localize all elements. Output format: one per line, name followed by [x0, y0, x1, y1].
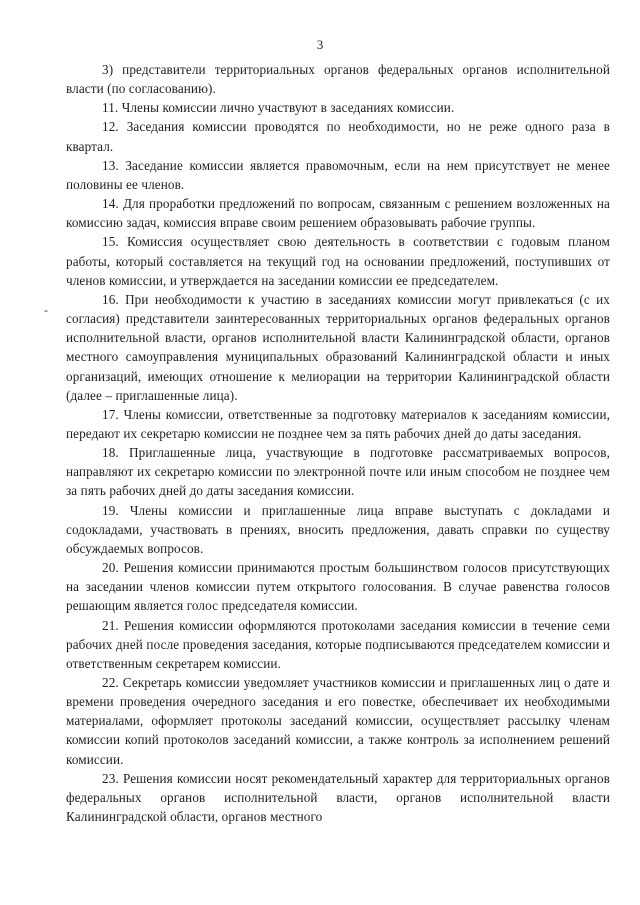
- paragraph-23: 23. Решения комиссии носят рекомендательный характер для территориальных органов федеральных органов исполнительной власти, органов исполнительной власти Калининградской области, органов местного: [66, 770, 610, 825]
- paragraph-17: 17. Члены комиссии, ответственные за подготовку материалов к заседаниям комиссии, передают их секретарю комиссии не позднее чем за пять рабочих дней до даты заседания.: [66, 406, 610, 441]
- paragraph-20: 20. Решения комиссии принимаются простым большинством голосов присутствующих на заседании членов комиссии путем открытого голосования. В случае равенства голосов решающим является голос председателя комиссии.: [66, 560, 610, 614]
- paragraph-15: 15. Комиссия осуществляет свою деятельность в соответствии с годовым планом работы, который составляется на текущий год на основании предложений, поступивших от членов комиссии, и утверждается на заседании комиссии ее председателем.: [66, 234, 610, 288]
- paragraph-18: 18. Приглашенные лица, участвующие в подготовке рассматриваемых вопросов, направляют их секретарю комиссии по электронной почте или иным способом не позднее чем за пять рабочих дней до даты заседания комиссии.: [66, 445, 610, 499]
- paragraph-item-3: 3) представители территориальных органов федеральных органов исполнительной власти (по согласованию).: [66, 62, 610, 97]
- paragraph-19: 19. Члены комиссии и приглашенные лица вправе выступать с докладами и содокладами, участвовать в прениях, вносить предложения, давать справки по существу обсуждаемых вопросов.: [66, 502, 610, 556]
- paragraph-22: 22. Секретарь комиссии уведомляет участников комиссии и приглашенных лиц о дате и времени проведения очередного заседания и его повестке, обеспечивает их необходимыми материалами, оформляет протоколы заседаний комиссии, осуществляет рассылку членам комиссии копий протоколов заседаний комиссии, а также контроль за исполнением решений комиссии.: [66, 675, 610, 767]
- paragraph-21: 21. Решения комиссии оформляются протоколами заседания комиссии в течение семи рабочих дней после проведения заседания, которые подписываются председателем комиссии и ответственным секретарем комиссии.: [66, 617, 610, 671]
- paragraph-16: 16. При необходимости к участию в заседаниях комиссии могут привлекаться (с их согласия) представители заинтересованных территориальных органов федеральных органов исполнительной власти, органов исполнительной власти Калининградской области, органов местного самоуправления муниципальных образований Калининградской области и иных организаций, имеющих отношение к мелиорации на территории Калининградской области (далее – приглашенные лица).: [66, 291, 610, 403]
- page-number: 3: [316, 37, 324, 52]
- paragraph-11: 11. Члены комиссии лично участвуют в заседаниях комиссии.: [102, 100, 455, 116]
- paragraph-13: 13. Заседание комиссии является правомочным, если на нем присутствует не менее половины ее членов.: [66, 157, 610, 192]
- margin-mark: -: [44, 303, 48, 317]
- paragraph-14: 14. Для проработки предложений по вопросам, связанным с решением возложенных на комиссию задач, комиссия вправе своим решением образовывать рабочие группы.: [66, 196, 610, 231]
- paragraph-12: 12. Заседания комиссии проводятся по необходимости, но не реже одного раза в квартал.: [66, 119, 610, 154]
- document-body: [66, 60, 610, 826]
